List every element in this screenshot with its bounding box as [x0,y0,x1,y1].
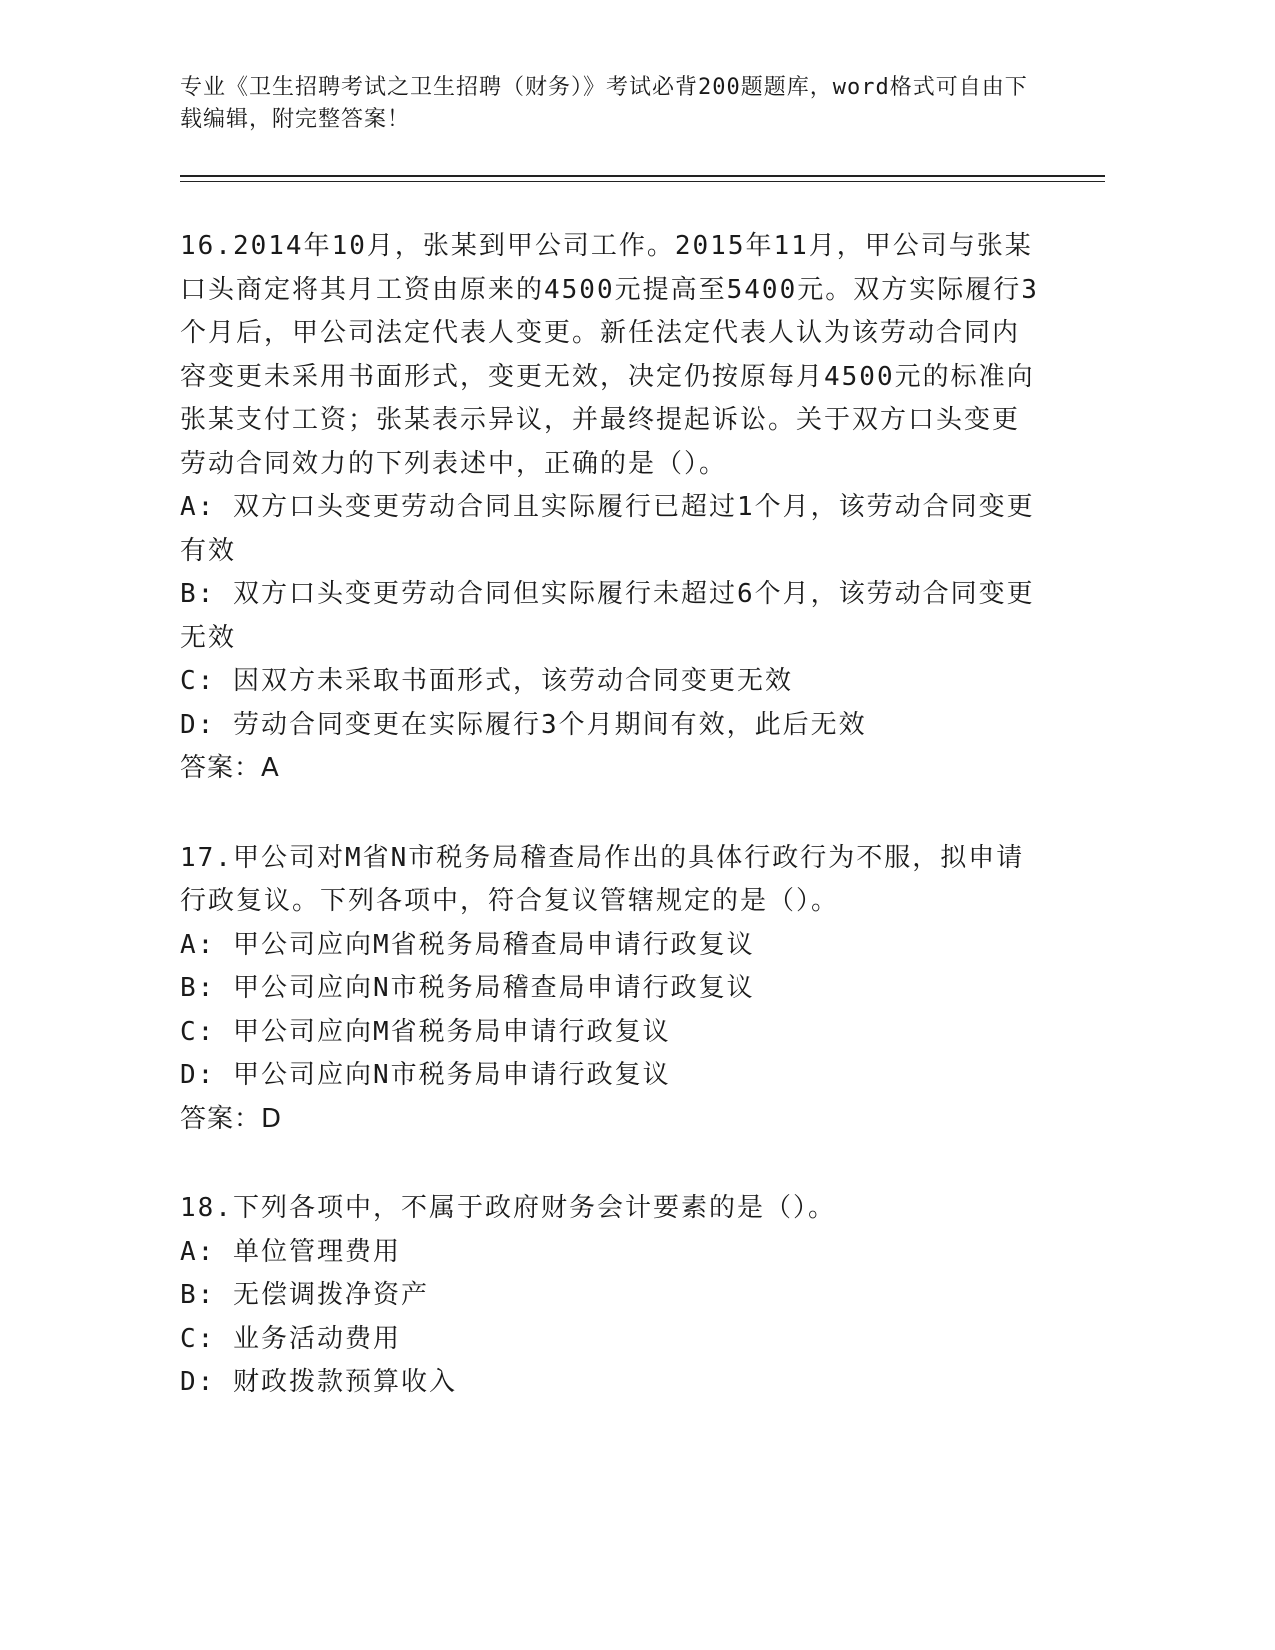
question-separator [180,791,1040,837]
option-a: A: 双方口头变更劳动合同且实际履行已超过1个月，该劳动合同变更有效 [180,492,1035,566]
header-rule-thin [180,181,1105,182]
question-separator [180,1141,1040,1187]
question-list [180,225,1040,1405]
option-a: A: 单位管理费用 [180,1236,401,1267]
option-b: B: 甲公司应向N市税务局稽查局申请行政复议 [180,973,755,1003]
question-stem: 17.甲公司对M省N市税务局稽查局作出的具体行政行为不服，拟申请行政复议。下列各项中，符合复议管辖规定的是（）。 [180,842,1025,916]
option-a: A: 甲公司应向M省税务局稽查局申请行政复议 [180,929,755,960]
question-stem: 16.2014年10月，张某到甲公司工作。2015年11月，甲公司与张某口头商定将其月工资由原来的4500元提高至5400元。双方实际履行3个月后，甲公司法定代表人变更。新任法定代表人认为该劳动合同内容变更未采用书面形式，变更无效，决定仍按原每月4500元的标准向张某支付工资；张某表示异议，并最终提起诉讼。关于双方口头变更劳动合同效力的下列表述中，正确的是（）。 [180,231,1039,479]
question-16 [180,225,1040,791]
option-c: C: 业务活动费用 [180,1323,401,1354]
answer-line: 答案：D [180,1103,283,1134]
option-b: B: 双方口头变更劳动合同但实际履行未超过6个月，该劳动合同变更无效 [180,579,1035,653]
header-rule-thick [180,175,1105,177]
option-c: C: 因双方未采取书面形式，该劳动合同变更无效 [180,666,793,696]
question-stem: 18.下列各项中，不属于政府财务会计要素的是（）。 [180,1193,836,1223]
option-d: D: 甲公司应向N市税务局申请行政复议 [180,1060,671,1090]
answer-line: 答案：A [180,753,280,783]
option-b: B: 无偿调拨净资产 [180,1280,429,1310]
option-c: C: 甲公司应向M省税务局申请行政复议 [180,1016,671,1047]
question-17 [180,837,1040,1142]
option-d: D: 财政拨款预算收入 [180,1367,457,1397]
option-d: D: 劳动合同变更在实际履行3个月期间有效，此后无效 [180,709,867,740]
question-18 [180,1187,1040,1405]
document-header: 专业《卫生招聘考试之卫生招聘（财务）》考试必背200题题库，word格式可自由下载编辑，附完整答案！ [180,75,1028,132]
